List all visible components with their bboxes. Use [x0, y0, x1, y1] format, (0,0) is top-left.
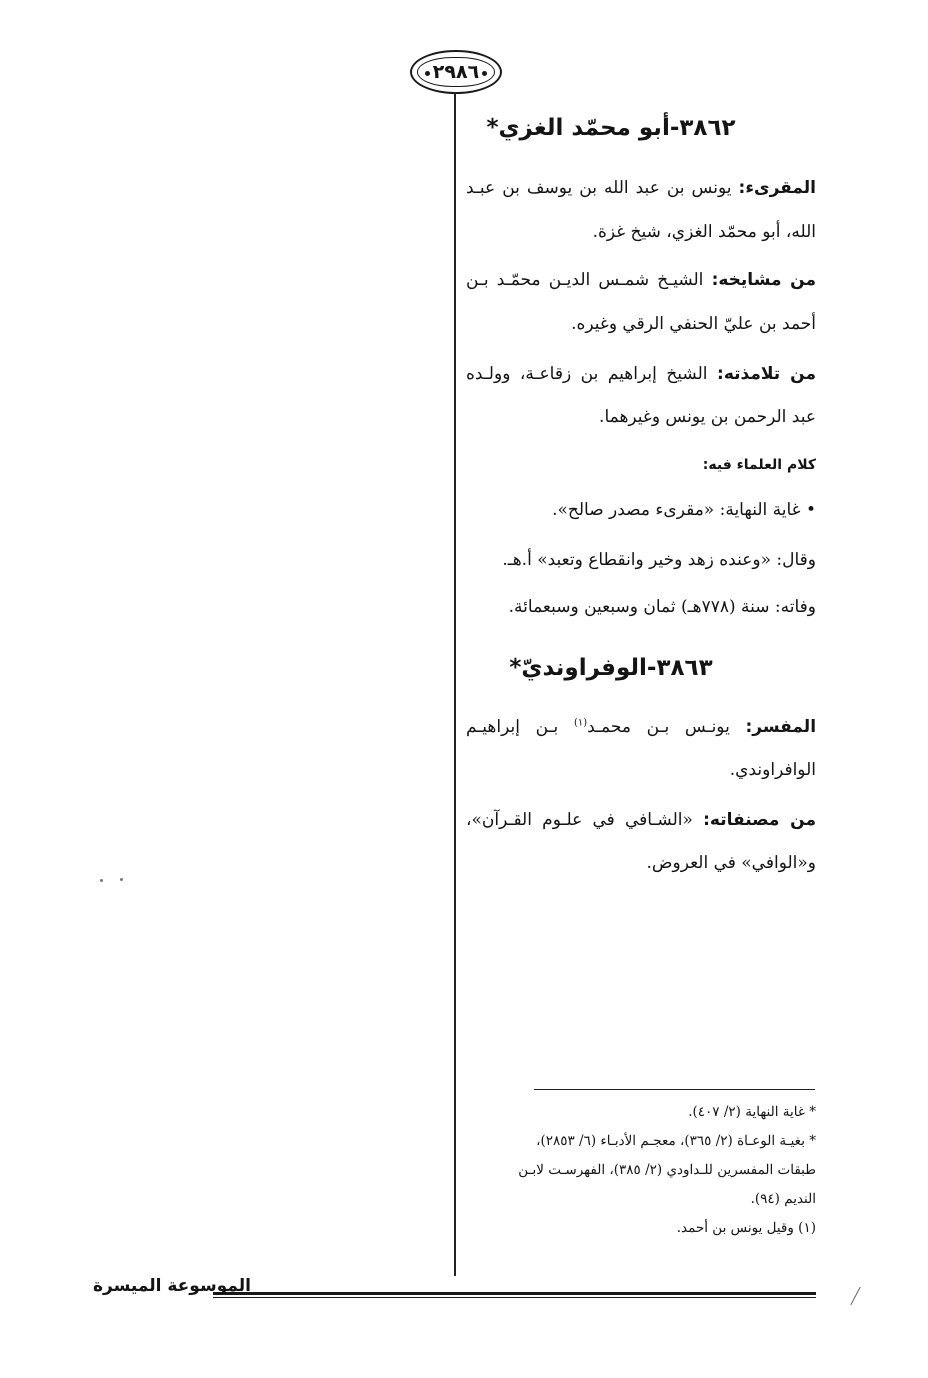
scholars-heading: كلام العلماء فيه: — [702, 457, 816, 473]
series-title: الموسوعة الميسرة — [93, 1276, 251, 1296]
scan-speck — [120, 878, 123, 881]
page-number: ٢٩٨٦ — [432, 61, 480, 83]
mufassir-line-2: الوافراوندي. — [729, 760, 816, 780]
works-label: من مصنفاته: — [703, 810, 816, 830]
quote-said: وقال: «وعنده زهد وخير وانقطاع وتعبد» أ.هـ. — [502, 550, 816, 570]
death-date: وفاته: سنة (٧٧٨هـ) ثمان وسبعين وسبعمائة. — [508, 597, 816, 617]
footnote-divider — [534, 1089, 815, 1090]
teachers-line-2: أحمد بن عليّ الحنفي الرقي وغيره. — [571, 314, 816, 334]
page-number-badge — [410, 50, 502, 94]
footnote-line-1: * غاية النهاية (٢/ ٤٠٧). — [688, 1104, 816, 1120]
reader-label: المقرىء: — [738, 178, 817, 198]
ornament-dot-left — [425, 71, 430, 76]
footnote-line-4: النديم (٩٤). — [750, 1191, 816, 1207]
reader-text-1: يونس بن عبد الله بن يوسف بن عبـد — [466, 178, 732, 198]
students-line-1 — [466, 364, 816, 384]
mufassir-line-1 — [466, 717, 816, 737]
entry-title-3863: ٣٨٦٣-الوفراونديّ* — [509, 655, 713, 681]
column-divider — [454, 92, 456, 1276]
works-text-1: «الشـافي في علـوم القـرآن»، — [466, 810, 693, 830]
reader-line-1 — [466, 178, 816, 198]
ornament-dot-right — [482, 71, 487, 76]
reader-line-2: الله، أبو محمّد الغزي، شيخ غزة. — [592, 222, 816, 242]
students-text-1: الشيخ إبراهيم بن زقاعـة، وولـده — [466, 364, 708, 384]
bottom-rule-thin — [213, 1297, 816, 1298]
students-label: من تلامذته: — [717, 364, 817, 384]
students-line-2: عبد الرحمن بن يونس وغيرهما. — [599, 407, 816, 427]
mufassir-text-1a: يونـس بـن محمـد — [587, 717, 730, 737]
works-line-1 — [466, 810, 816, 830]
bottom-rule-thick — [213, 1292, 816, 1295]
footnote-line-3: طبقات المفسرين للـداودي (٢/ ٣٨٥)، الفهرسـت لابـن — [518, 1162, 816, 1178]
mufassir-text-1b: بـن إبراهيـم — [466, 717, 559, 737]
quote-ghayat-al-nihaya: • غاية النهاية: «مقرىء مصدر صالح». — [552, 500, 816, 520]
footnote-ref-1: (١) — [573, 717, 588, 729]
teachers-line-1 — [466, 270, 816, 290]
scan-mark — [850, 1287, 860, 1305]
scan-speck — [100, 879, 103, 882]
footnote-line-5: (١) وقيل يونس بن أحمد. — [676, 1220, 816, 1236]
footnote-line-2: * بغيـة الوعـاة (٢/ ٣٦٥)، معجـم الأدبـاء (٦/ ٢٨٥٣)، — [536, 1133, 816, 1149]
teachers-label: من مشايخه: — [711, 270, 816, 290]
entry-title-3862: ٣٨٦٢-أبو محمّد الغزي* — [486, 115, 736, 141]
teachers-text-1: الشيـخ شمـس الديـن محمّـد بـن — [466, 270, 704, 290]
mufassir-label: المفسر: — [745, 717, 817, 737]
works-line-2: و«الوافي» في العروض. — [646, 853, 816, 873]
